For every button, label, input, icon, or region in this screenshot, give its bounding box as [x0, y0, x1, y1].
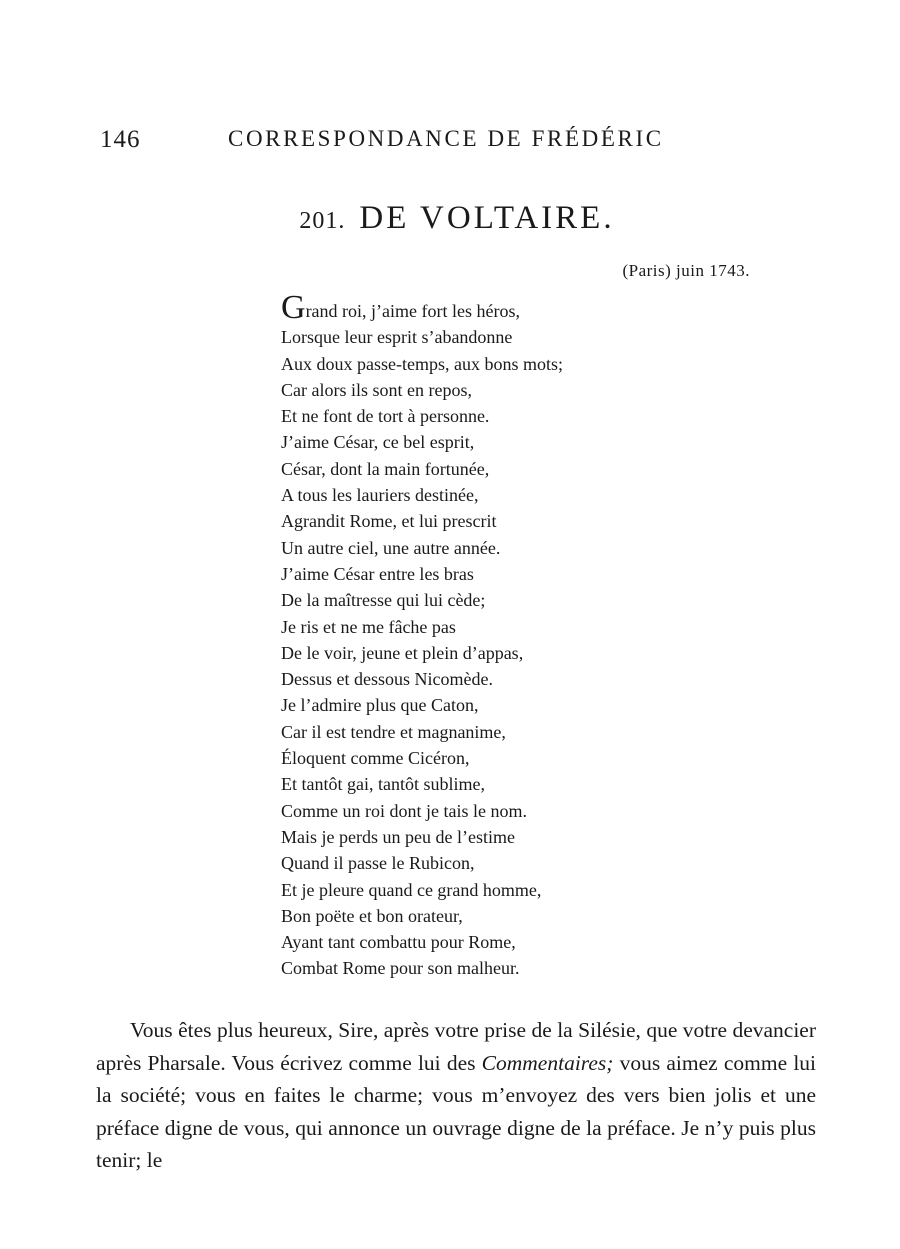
- letter-heading: [0, 200, 900, 237]
- page-number: 146: [100, 126, 141, 153]
- poem-line: J’aime César, ce bel esprit,: [281, 432, 475, 453]
- poem-line: Agrandit Rome, et lui prescrit: [281, 511, 497, 532]
- poem-line: Ayant tant combattu pour Rome,: [281, 932, 516, 953]
- letter-body: [96, 1014, 816, 1177]
- body-text-italic-title: Commentaires;: [481, 1050, 614, 1075]
- poem-line: Mais je perds un peu de l’estime: [281, 826, 515, 847]
- letter-author: DE VOLTAIRE.: [359, 200, 615, 236]
- poem-lines: [281, 324, 701, 981]
- poem-line: A tous les lauriers destinée,: [281, 485, 479, 506]
- poem-line: Lorsque leur esprit s’abandonne: [281, 327, 513, 348]
- running-title: CORRESPONDANCE DE FRÉDÉRIC: [228, 126, 664, 151]
- poem-line: [281, 289, 701, 326]
- poem-line: Un autre ciel, une autre année.: [281, 537, 501, 558]
- poem-line: De la maîtresse qui lui cède;: [281, 590, 486, 611]
- poem-line: Quand il passe le Rubicon,: [281, 853, 475, 874]
- poem-line: De le voir, jeune et plein d’appas,: [281, 642, 524, 663]
- poem-line: Bon poëte et bon orateur,: [281, 905, 463, 926]
- letter-dateline: (Paris) juin 1743.: [622, 261, 750, 280]
- poem-line: Éloquent comme Cicéron,: [281, 748, 470, 769]
- poem-line: Comme un roi dont je tais le nom.: [281, 800, 527, 821]
- body-paragraph: [96, 1014, 816, 1177]
- poem-line: Je ris et ne me fâche pas: [281, 616, 456, 637]
- poem-line: César, dont la main fortunée,: [281, 458, 490, 479]
- poem-line: Et ne font de tort à personne.: [281, 406, 490, 427]
- poem-first-line-text: rand roi, j’aime fort les héros,: [305, 301, 520, 321]
- body-text-part1: Vous êtes plus heureux, Sire, après votre prise de la Silésie, que votre devancier après Pharsale. Vous écrivez comme lui des: [96, 1018, 816, 1075]
- poem-line: Je l’admire plus que Caton,: [281, 695, 479, 716]
- poem-line: J’aime César entre les bras: [281, 563, 474, 584]
- poem: [281, 289, 701, 982]
- body-text-part2: vous aimez comme lui la société; vous en faites le charme; vous m’envoyez des vers bien jolis et une préface digne de vous, qui annonce un ouvrage digne de la préface. Je n’y puis plus tenir; le: [96, 1050, 817, 1172]
- letter-number: 201.: [299, 208, 346, 234]
- poem-line: Et je pleure quand ce grand homme,: [281, 879, 542, 900]
- page-header: [100, 126, 700, 156]
- poem-line: Et tantôt gai, tantôt sublime,: [281, 774, 485, 795]
- poem-line: Car alors ils sont en repos,: [281, 379, 472, 400]
- poem-line: Combat Rome pour son malheur.: [281, 958, 520, 979]
- poem-line: Dessus et dessous Nicomède.: [281, 669, 493, 690]
- drop-initial: G: [281, 289, 306, 326]
- poem-line: Car il est tendre et magnanime,: [281, 721, 506, 742]
- poem-line: Aux doux passe-temps, aux bons mots;: [281, 353, 563, 374]
